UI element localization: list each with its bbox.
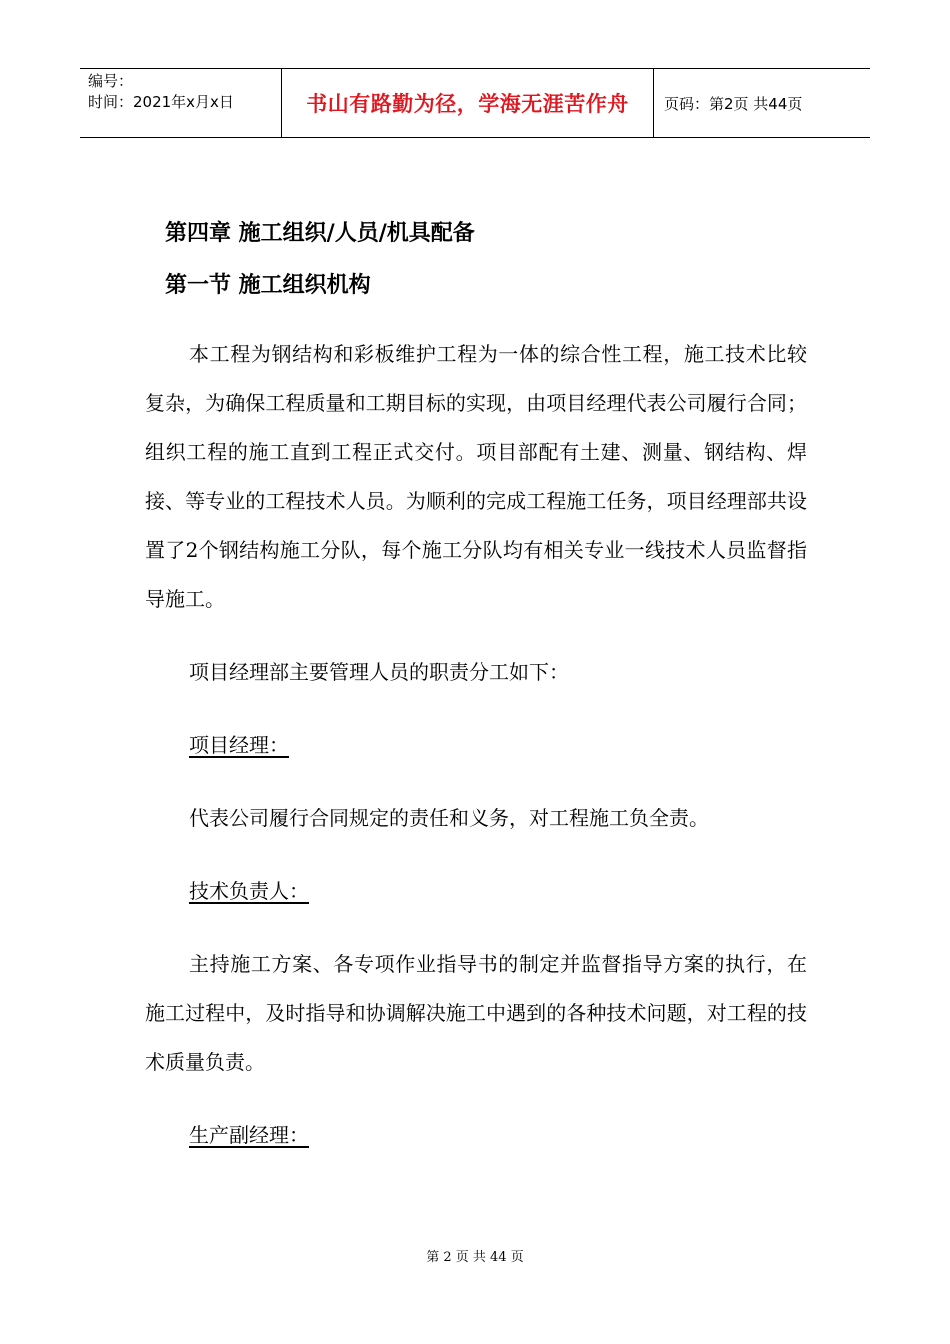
chapter-title: 第四章 施工组织/人员/机具配备 (165, 220, 475, 246)
header-page-info: 页码：第2页 共44页 (664, 94, 803, 113)
page-header (80, 68, 870, 138)
role-title-technical-lead (145, 867, 807, 916)
role-title-production-deputy (145, 1111, 807, 1160)
header-meta-cell (80, 69, 282, 137)
role-title-text: 技术负责人： (189, 879, 309, 903)
footer-page-number: 第 2 页 共 44 页 (426, 1250, 524, 1265)
header-motto-cell (282, 69, 654, 137)
intro-paragraph: 本工程为钢结构和彩板维护工程为一体的综合性工程，施工技术比较复杂，为确保工程质量和工期目标的实现，由项目经理代表公司履行合同；组织工程的施工直到工程正式交付。项目部配有土建、测量、钢结构、焊接、等专业的工程技术人员。为顺利的完成工程施工任务，项目经理部共设置了2个钢结构施工分队，每个施工分队均有相关专业一线技术人员监督指导施工。 (145, 342, 807, 611)
role-title-text: 生产副经理： (189, 1123, 309, 1147)
header-motto: 书山有路勤为径，学海无涯苦作舟 (306, 91, 629, 116)
document-body (145, 210, 807, 1160)
serial-number-label: 编号： (88, 72, 134, 90)
role-description-technical-lead: 主持施工方案、各专项作业指导书的制定并监督指导方案的执行，在施工过程中，及时指导和协调解决施工中遇到的各种技术问题，对工程的技术质量负责。 (145, 952, 807, 1074)
page-footer (0, 1246, 950, 1265)
role-title-text: 项目经理： (189, 733, 289, 757)
role-description-project-manager: 代表公司履行合同规定的责任和义务，对工程施工负全责。 (189, 806, 709, 830)
duties-intro: 项目经理部主要管理人员的职责分工如下： (189, 660, 569, 684)
header-page-cell (654, 69, 870, 137)
time-label: 时间：2021年x月x日 (88, 93, 234, 111)
role-title-project-manager (145, 721, 807, 770)
section-title: 第一节 施工组织机构 (165, 272, 371, 298)
